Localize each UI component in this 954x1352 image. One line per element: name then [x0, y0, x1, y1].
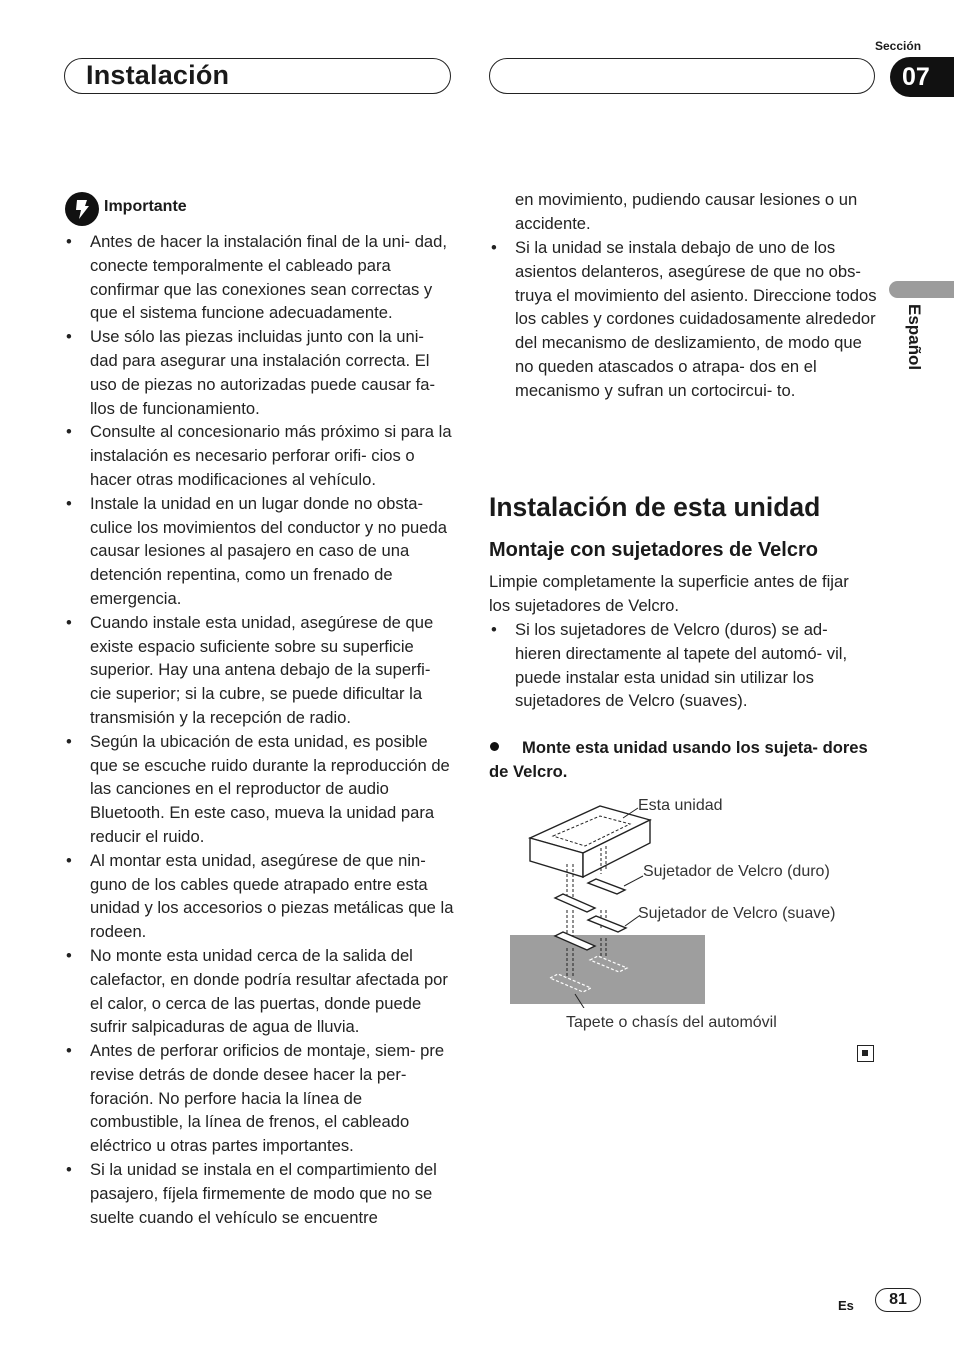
language-tab-marker: [889, 281, 954, 298]
list-item: • Cuando instale esta unidad, asegúrese de que existe espacio suficiente sobre su superficie superior. Hay una antena debajo de la superfi- cie superior; si la cubre, se puede dificultar la transmisión y la recepción de radio.: [64, 611, 454, 730]
list-item: • Si la unidad se instala en el compartimiento del pasajero, fíjela firmemente de modo que no se suelte cuando el vehículo se encuentre: [64, 1158, 454, 1229]
step-instruction: Monte esta unidad usando los sujeta- dores de Velcro.: [489, 738, 868, 781]
unit-box-illustration: [530, 806, 650, 877]
list-item: • Según la ubicación de esta unidad, es posible que se escuche ruido durante la reproducción de las canciones en el reproductor de audio Bluetooth. En este caso, mueva la unidad para reducir el ruido.: [64, 730, 454, 849]
list-item: • Al montar esta unidad, asegúrese de que nin- guno de los cables quede atrapado entre esta unidad y los accesorios o piezas metálicas que la rodeen.: [64, 849, 454, 944]
page-number: 81: [875, 1288, 921, 1312]
list-item: • Si los sujetadores de Velcro (duros) se ad- hieren directamente al tapete del automó- vil, puede instalar esta unidad sin utilizar los sujetadores de Velcro (suaves).: [489, 618, 869, 713]
label-hard-velcro: Sujetador de Velcro (duro): [643, 863, 830, 880]
important-list: [64, 230, 454, 1229]
list-item-continuation: en movimiento, pudiendo causar lesiones o un accidente.: [515, 190, 858, 233]
car-mat-illustration: [510, 935, 705, 1004]
header-right-frame: [489, 58, 875, 94]
list-item: • Antes de hacer la instalación final de la uni- dad, conecte temporalmente el cableado para confirmar que las conexiones sean correctas y que el sistema funcione adecuadamente.: [64, 230, 454, 325]
list-item: • Consulte al concesionario más próximo si para la instalación es necesario perforar orifi- cios o hacer otras modificaciones al vehículo.: [64, 420, 454, 491]
list-item: • Antes de perforar orificios de montaje, siem- pre revise detrás de donde desee hacer la per- foración. No perfore hacia la línea de combustible, la línea de frenos, el cableado eléctrico u otras partes importantes.: [64, 1039, 454, 1158]
list-item: • Use sólo las piezas incluidas junto con la uni- dad para asegurar una instalación correcta. El uso de piezas no autorizadas puede causar fa- llos de funcionamiento.: [64, 325, 454, 420]
list-item: • Instale la unidad en un lugar donde no obsta- culice los movimientos del conductor y no pueda causar lesiones al pasajero en caso de una detención repentina, como un frenado de emergencia.: [64, 492, 454, 611]
list-item: • Si la unidad se instala debajo de uno de los asientos delanteros, asegúrese de que no obs- truya el movimiento del asiento. Direccione todos los cables y cordones cuidadosamente alrededor del mecanismo de deslizamiento, de modo que no queden atascados o atrapa- dos en el mecanismo y sufran un cortocircui- to.: [489, 236, 881, 403]
page-title: Instalación: [86, 60, 230, 90]
intro-paragraph: Limpie completamente la superficie antes de fijar los sujetadores de Velcro.: [489, 572, 849, 615]
label-car-mat: Tapete o chasís del automóvil: [566, 1014, 777, 1031]
important-icon: [65, 192, 99, 226]
section-number-badge: 07: [890, 57, 954, 97]
label-unit: Esta unidad: [638, 797, 723, 814]
velcro-mounting-diagram: [505, 798, 705, 1008]
section-label: Sección: [875, 39, 922, 53]
footer-language-code: Es: [838, 1298, 854, 1313]
velcro-notes: [489, 618, 869, 713]
important-list-right: [489, 236, 881, 403]
subsection-heading: Montaje con sujetadores de Velcro: [489, 539, 818, 561]
list-item: • No monte esta unidad cerca de la salida del calefactor, en donde podría resultar afectada por el calor, o cerca de las puertas, donde puede sufrir salpicaduras de agua de lluvia.: [64, 944, 454, 1039]
hard-velcro-illustration: [555, 879, 625, 912]
important-heading: Importante: [104, 198, 187, 215]
label-soft-velcro: Sujetador de Velcro (suave): [638, 905, 836, 922]
end-of-section-icon: [857, 1045, 874, 1062]
language-tab-label: Español: [905, 304, 924, 371]
section-heading: Instalación de esta unidad: [489, 492, 821, 522]
